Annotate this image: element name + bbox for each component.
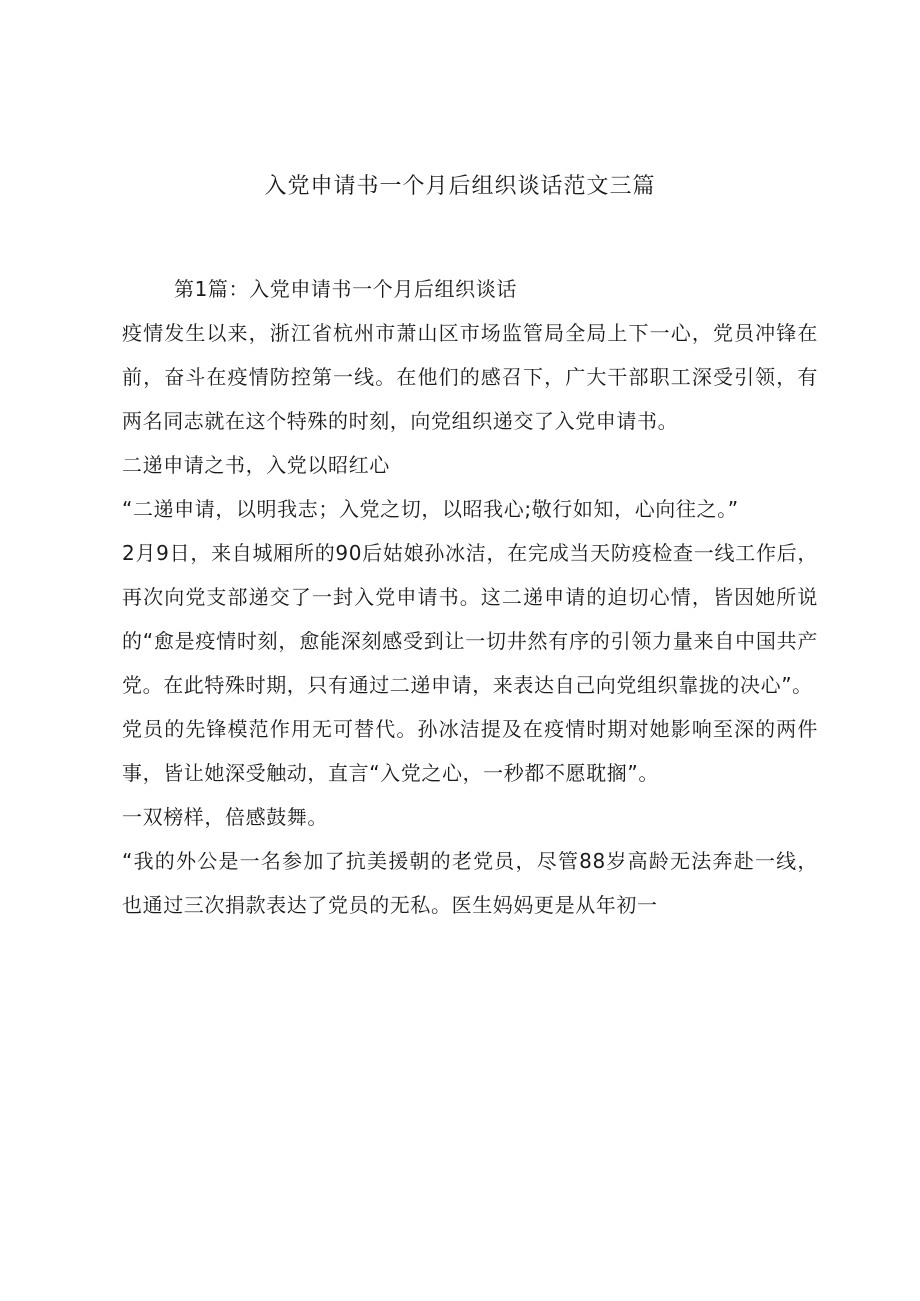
section-heading: 第1篇：入党申请书一个月后组织谈话 — [174, 277, 517, 301]
paragraph: 疫情发生以来，浙江省杭州市萧山区市场监管局全局上下一心，党员冲锋在前，奋斗在疫情防控第一线。在他们的感召下，广大干部职工深受引领，有两名同志就在这个特殊的时刻，向党组织递交了入党申请书。 — [122, 321, 818, 433]
quote-paragraph: “二递申请，以明我志；入党之切，以昭我心;敬行如知，心向往之。” — [122, 497, 739, 521]
subheading: 二递申请之书，入党以昭红心 — [122, 453, 390, 477]
document-title: 入党申请书一个月后组织谈话范文三篇 — [264, 174, 656, 199]
paragraph: 党员的先锋模范作用无可替代。孙冰洁提及在疫情时期对她影响至深的两件事，皆让她深受触动，直言“入党之心，一秒都不愿耽搁”。 — [122, 717, 818, 785]
paragraph: 一双榜样，倍感鼓舞。 — [122, 805, 328, 829]
document-body — [122, 267, 818, 927]
quote-paragraph: “我的外公是一名参加了抗美援朝的老党员，尽管88岁高龄无法奔赴一线，也通过三次捐款表达了党员的无私。医生妈妈更是从年初一 — [122, 849, 818, 917]
paragraph: 2月9日，来自城厢所的90后姑娘孙冰洁，在完成当天防疫检查一线工作后，再次向党支部递交了一封入党申请书。这二递申请的迫切心情，皆因她所说的“愈是疫情时刻，愈能深刻感受到让一切井然有序的引领力量来自中国共产党。在此特殊时期，只有通过二递申请，来表达自己向党组织靠拢的决心”。 — [122, 541, 818, 697]
